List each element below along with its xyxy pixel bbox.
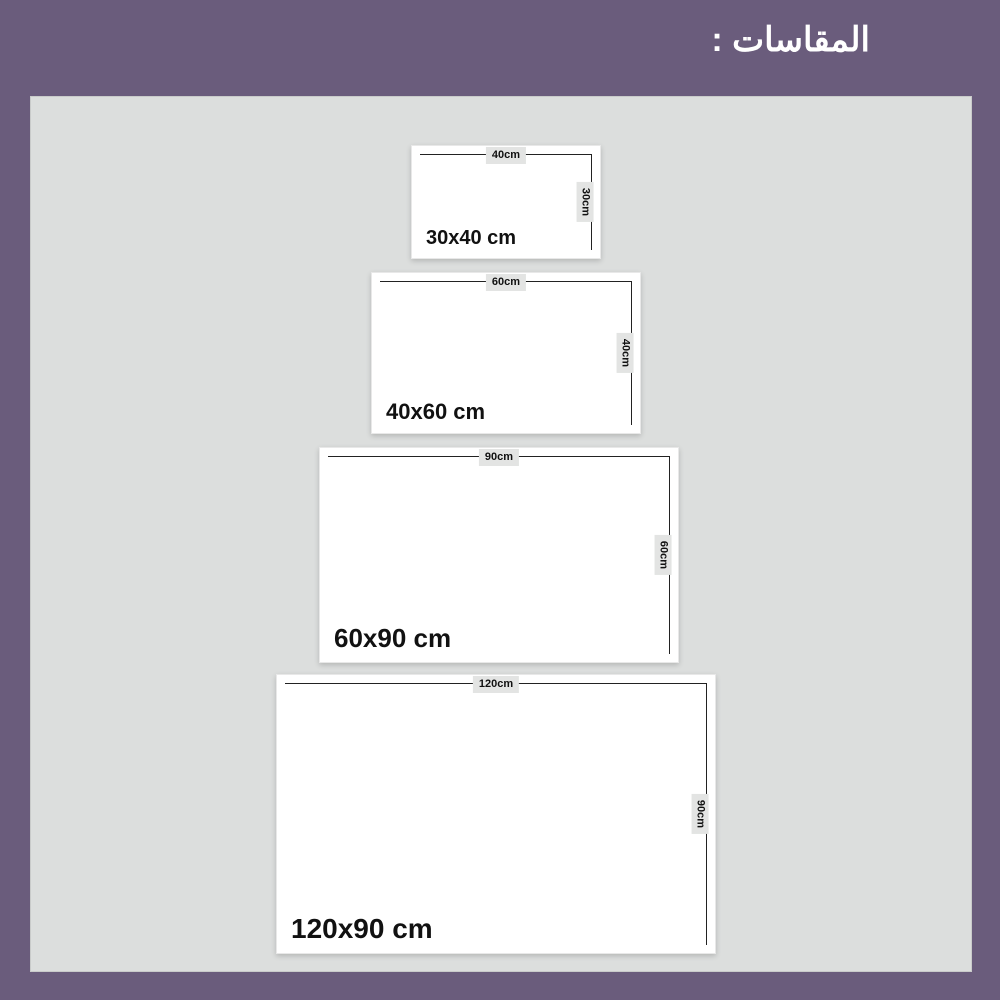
width-tag: 120cm: [473, 676, 519, 693]
width-tag: 90cm: [479, 449, 519, 466]
width-tag: 60cm: [486, 274, 526, 291]
size-label: 60x90 cm: [334, 623, 452, 653]
size-frame-40x60: [371, 272, 641, 434]
size-diagram-canvas: [30, 96, 972, 972]
height-tag: 90cm: [691, 794, 708, 834]
size-label: 120x90 cm: [291, 913, 433, 944]
size-frame-30x40: [411, 145, 601, 259]
width-tag: 40cm: [486, 147, 526, 164]
height-tag: 60cm: [654, 535, 671, 575]
height-tag: 40cm: [616, 333, 633, 373]
height-tag: 30cm: [576, 182, 593, 222]
size-label: 40x60 cm: [386, 399, 486, 424]
page-title: المقاسات :: [711, 21, 870, 59]
size-label: 30x40 cm: [426, 227, 517, 249]
size-frame-120x90: [276, 674, 716, 954]
size-frame-60x90: [319, 447, 679, 663]
